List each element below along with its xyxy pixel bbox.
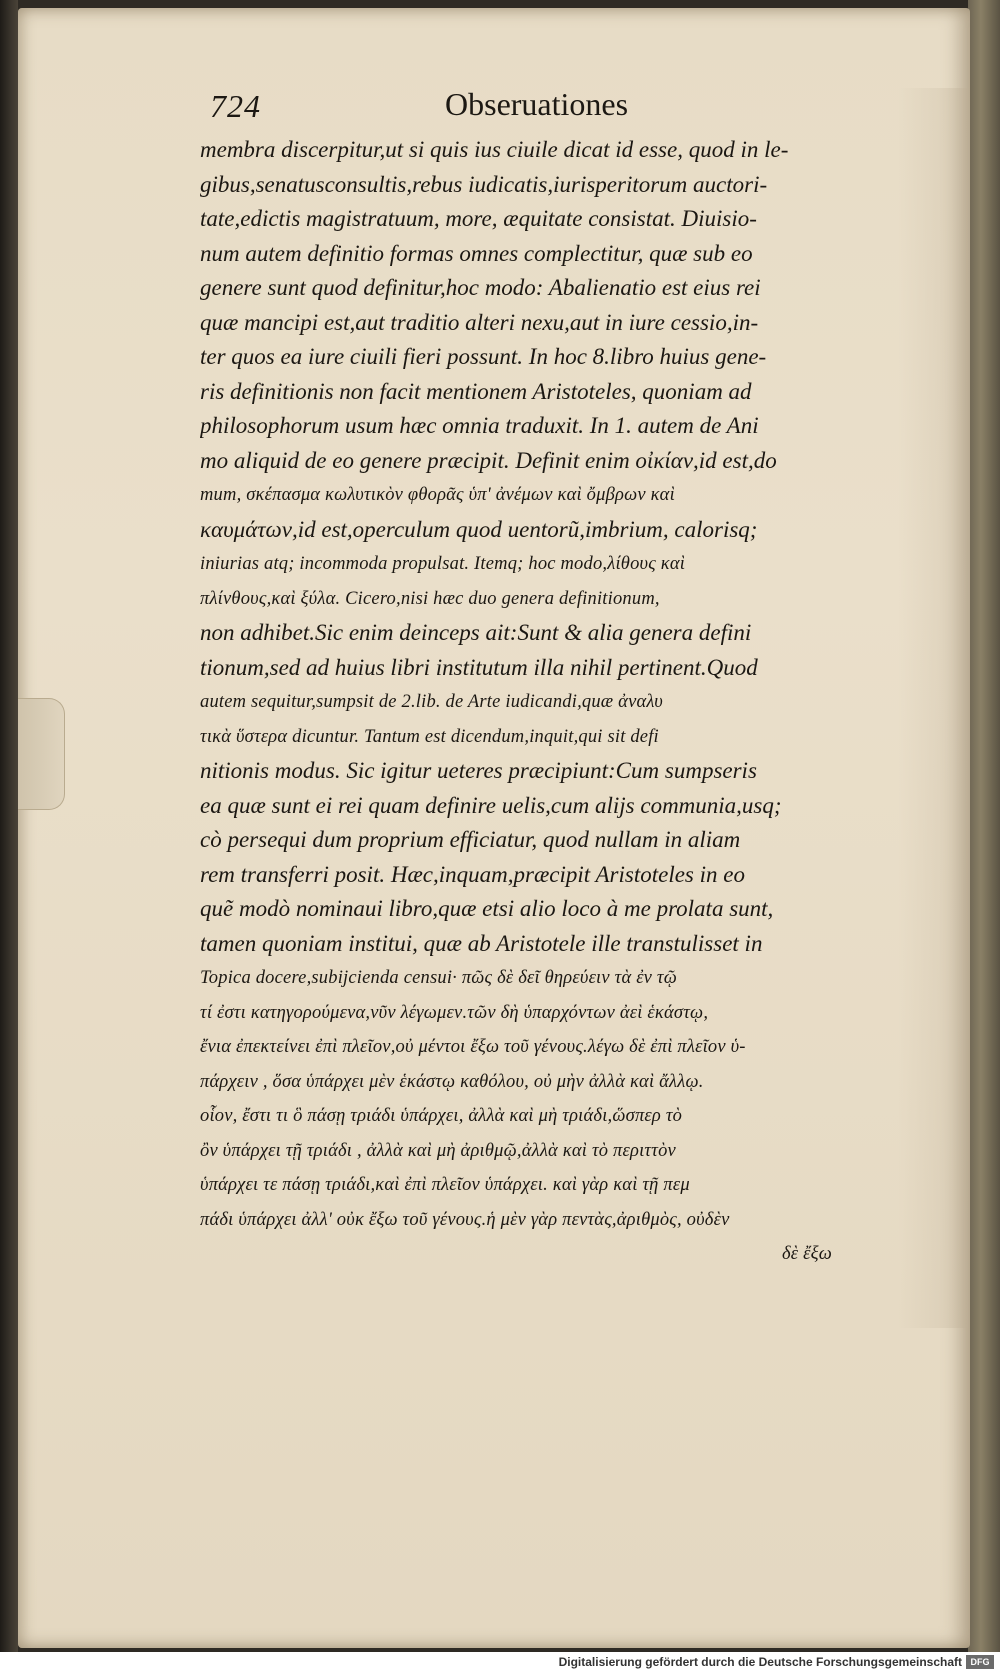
- page-tab-marker: [18, 698, 65, 810]
- paper-show-through: [898, 88, 968, 1328]
- text-line: πάδι ὑπάρχει ἀλλ' οὐκ ἔξω τοῦ γένους.ἡ μὲν γὰρ πεντὰς,ἀριθμὸς, οὐδὲν: [200, 1209, 730, 1230]
- text-line: autem sequitur,sumpsit de 2.lib. de Arte iudicandi,quæ ἀναλυ: [200, 692, 663, 712]
- text-line: ea quæ sunt ei rei quam definire uelis,cum alijs communia,usq;: [200, 792, 782, 818]
- text-line: tate,edictis magistratuum, more, æquitate consistat. Diuisio-: [200, 206, 757, 231]
- text-line: tionum,sed ad huius libri institutum illa nihil pertinent.Quod: [200, 654, 758, 680]
- text-line: nitionis modus. Sic igitur ueteres præcipiunt:Cum sumpseris: [200, 758, 757, 783]
- text-line: cò persequi dum proprium efficiatur, quod nullam in aliam: [200, 827, 741, 852]
- text-line: philosophorum usum hæc omnia traduxit. In 1. autem de Ani: [200, 413, 759, 438]
- text-line: membra discerpitur,ut si quis ius ciuile dicat id esse, quod in le-: [200, 137, 789, 162]
- text-line: Topica docere,subijcienda censui· πῶς δὲ δεῖ θηρεύειν τὰ ἐν τῷ: [200, 968, 678, 988]
- text-line: iniurias atq; incommoda propulsat. Itemq; hoc modo,λίθους καὶ: [200, 554, 686, 574]
- text-line: ter quos ea iure ciuili fieri possunt. In hoc 8.libro huius gene-: [200, 344, 767, 369]
- text-line: num autem definitio formas omnes complectitur, quæ sub eo: [200, 240, 753, 266]
- text-line: ὂν ὑπάρχει τῇ τριάδι , ἀλλὰ καὶ μὴ ἀριθμῷ,ἀλλὰ καὶ τὸ περιττὸν: [200, 1140, 676, 1161]
- text-line: ἔνια ἐπεκτείνει ἐπὶ πλεῖον,οὐ μέντοι ἔξω τοῦ γένους.λέγω δὲ ἐπὶ πλεῖον ὑ-: [200, 1037, 746, 1057]
- text-line: tamen quoniam institui, quæ ab Aristotele ille transtulisset in: [200, 930, 763, 956]
- running-head: [210, 88, 930, 132]
- text-line: πλίνθους,καὶ ξύλα. Cicero,nisi hæc duo genera definitionum,: [200, 588, 660, 609]
- text-line: mo aliquid de eo genere præcipit. Definit enim οἰκίαν,id est,do: [200, 447, 777, 473]
- text-line: mum, σκέπασμα κωλυτικὸν φθορᾶς ὑπ' ἀνέμων καὶ ὄμβρων καὶ: [200, 485, 675, 505]
- text-line: οἷον, ἔστι τι ὃ πάσῃ τριάδι ὑπάρχει, ἀλλὰ καὶ μὴ τριάδι,ὥσπερ τὸ: [200, 1106, 683, 1126]
- text-line: gibus,senatusconsultis,rebus iudicatis,iurisperitorum auctori-: [200, 171, 768, 197]
- text-line: καυμάτων,id est,operculum quod uentorũ,imbrium, calorisq;: [200, 516, 758, 542]
- book-fore-edge: [968, 0, 1000, 1652]
- text-line: ὑπάρχει τε πάσῃ τριάδι,καὶ ἐπὶ πλεῖον ὑπάρχει. καὶ γὰρ καὶ τῇ πεμ: [200, 1175, 690, 1195]
- text-line: quẽ modò nominaui libro,quæ etsi alio loco à me prolata sunt,: [200, 896, 774, 921]
- text-block: [200, 133, 850, 1272]
- text-line: ris definitionis non facit mentionem Aristoteles, quoniam ad: [200, 378, 752, 404]
- text-line: quæ mancipi est,aut traditio alteri nexu,aut in iure cessio,in-: [200, 309, 759, 335]
- running-title: Obseruationes: [445, 86, 629, 122]
- text-line: τί ἐστι κατηγορούμενα,νῦν λέγωμεν.τῶν δὴ ὑπαρχόντων ἀεὶ ἑκάστῳ,: [200, 1002, 709, 1023]
- text-line: non adhibet.Sic enim deinceps ait:Sunt & alia genera defini: [200, 620, 752, 645]
- page-number: 724: [210, 88, 261, 124]
- text-line: πάρχειν , ὅσα ὑπάρχει μὲν ἑκάστῳ καθόλου, οὐ μὴν ἀλλὰ καὶ ἄλλῳ.: [200, 1071, 704, 1092]
- footer-bar: [0, 1652, 1000, 1674]
- dfg-logo: DFG: [966, 1655, 994, 1669]
- digitization-credit: Digitalisierung gefördert durch die Deutsche Forschungsgemeinschaft: [558, 1655, 962, 1669]
- book-board-left: [0, 0, 18, 1652]
- text-line: τικὰ ὕστερα dicuntur. Tantum est dicendum,inquit,qui sit defi: [200, 726, 659, 747]
- text-line: δὲ ἔξω: [782, 1244, 832, 1264]
- text-line: rem transferri posit. Hæc,inquam,præcipit Aristoteles in eo: [200, 861, 745, 887]
- text-line: genere sunt quod definitur,hoc modo: Abalienatio est eius rei: [200, 275, 761, 300]
